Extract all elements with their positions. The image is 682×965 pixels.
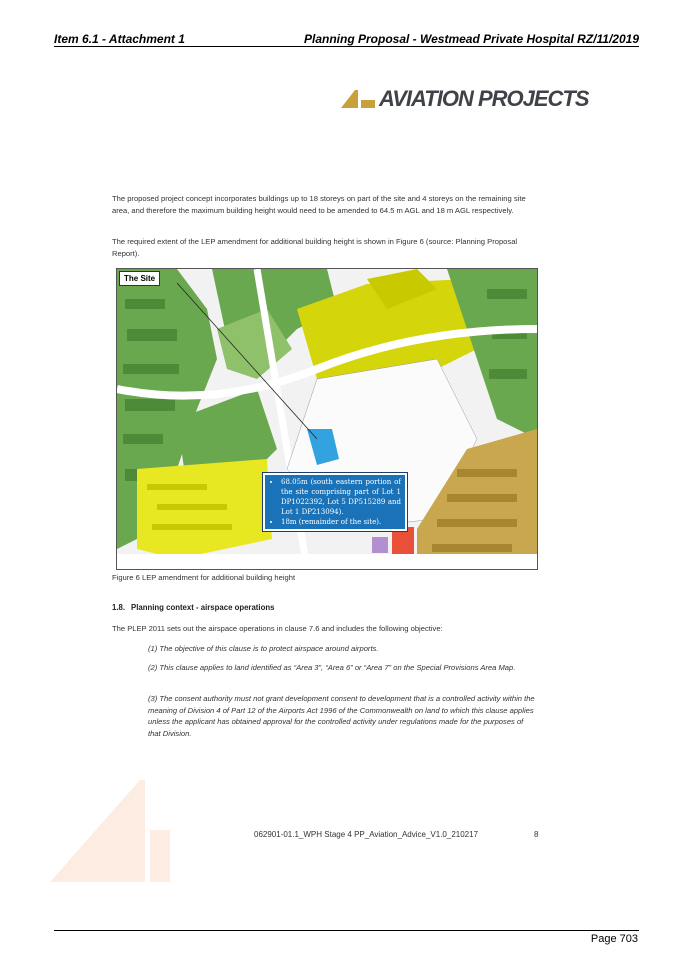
header-proposal-title: Planning Proposal - Westmead Private Hospital RZ/11/2019 — [304, 32, 639, 46]
page-header — [54, 30, 639, 47]
document-code: 062901-01.1_WPH Stage 4 PP_Aviation_Advice_V1.0_210217 — [254, 830, 479, 839]
lep-map-figure — [116, 268, 538, 570]
the-site-label: The Site — [119, 271, 160, 286]
logo-mark-icon — [341, 88, 375, 108]
intro-paragraph: The PLEP 2011 sets out the airspace operations in clause 7.6 and includes the following objective: — [112, 624, 443, 633]
section-number: 1.8. — [112, 603, 126, 612]
height-callout — [263, 473, 407, 531]
clause-quote-3: (3) The consent authority must not grant development consent to development that is a controlled activity within the meaning of Division 4 of Part 12 of the Airports Act 1996 of the Commonwealth on land to which this clause applies unless the applicant has obtained approval for the controlled activity under regulations made for the purposes of that Division. — [148, 694, 535, 738]
document-page-number: 8 — [534, 830, 539, 839]
section-title: Planning context - airspace operations — [131, 603, 275, 612]
callout-item-2: • 18m (remainder of the site). — [281, 517, 401, 527]
page-number: Page 703 — [590, 933, 638, 945]
paragraph-1: The proposed project concept incorporates buildings up to 18 storeys on part of the site and 4 storeys on the remaining site area, and therefore the maximum building height would need to be amended to 64.5 m AGL and 18 m AGL respectively. — [112, 194, 526, 215]
header-attachment: Item 6.1 - Attachment 1 — [54, 32, 185, 46]
clause-quote-1: (1) The objective of this clause is to protect airspace around airports. — [148, 644, 379, 653]
logo-text: AVIATION PROJECTS — [379, 86, 589, 111]
paragraph-2: The required extent of the LEP amendment for additional building height is shown in Figure 6 (source: Planning Proposal Report). — [112, 237, 518, 258]
footer-rule — [54, 930, 639, 931]
figure-caption: Figure 6 LEP amendment for additional building height — [112, 573, 296, 582]
callout-item-1: • 68.05m (south eastern portion of the site comprising part of Lot 1 DP1022392, Lot 5 DP515289 and Lot 1 DP213094). — [281, 477, 401, 517]
clause-quote-2: (2) This clause applies to land identified as “Area 3”, “Area 6” or “Area 7” on the Special Provisions Area Map. — [148, 663, 516, 672]
section-heading — [112, 603, 274, 612]
logo-watermark-icon — [50, 770, 170, 882]
